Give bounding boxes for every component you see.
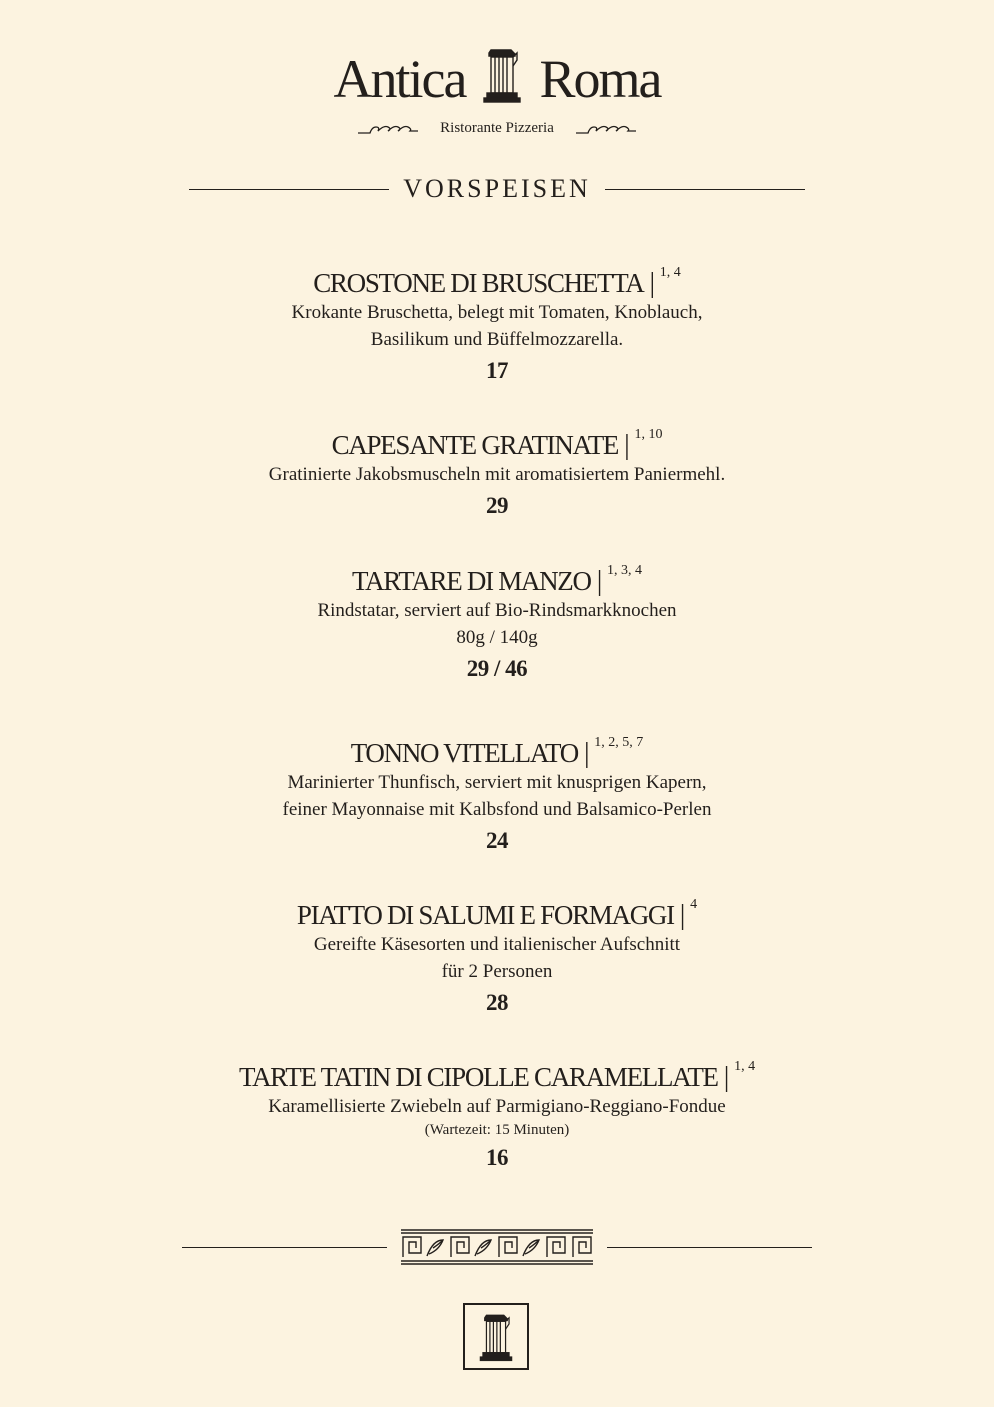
roman-column-icon xyxy=(479,44,525,106)
item-name: TARTE TATIN DI CIPOLLE CARAMELLATE xyxy=(238,1062,718,1092)
brand-header xyxy=(0,44,994,137)
menu-item xyxy=(0,734,994,857)
item-price: 28 xyxy=(486,990,508,1015)
item-price: 17 xyxy=(486,358,508,383)
item-name: CROSTONE DI BRUSCHETTA xyxy=(313,268,644,298)
divider-line xyxy=(189,189,389,190)
menu-item xyxy=(0,426,994,522)
item-price: 29 xyxy=(486,493,508,518)
item-name: TONNO VITELLATO xyxy=(350,738,578,768)
item-description: Gereifte Käsesorten und italienischer Aufschnitt xyxy=(313,934,681,955)
item-serving-note: für 2 Personen xyxy=(441,961,553,982)
greek-key-ornament-icon xyxy=(399,1228,595,1266)
menu-item xyxy=(0,1058,994,1174)
item-description: feiner Mayonnaise mit Kalbsfond und Balsamico-Perlen xyxy=(282,799,712,820)
separator: | xyxy=(723,1062,729,1093)
allergen-codes: 4 xyxy=(690,897,698,912)
wave-ornament-icon xyxy=(358,123,418,135)
wave-ornament-icon xyxy=(576,123,636,135)
brand-name-left: Antica xyxy=(333,49,466,109)
separator: | xyxy=(679,900,685,931)
wait-time-note: (Wartezeit: 15 Minuten) xyxy=(424,1122,570,1138)
menu-item xyxy=(0,264,994,387)
item-name: CAPESANTE GRATINATE xyxy=(331,430,619,460)
brand-logo xyxy=(0,44,994,109)
separator: | xyxy=(649,268,654,299)
item-description: Karamellisierte Zwiebeln auf Parmigiano-Reggiano-Fondue xyxy=(268,1096,726,1117)
item-description: Gratinierte Jakobsmuscheln mit aromatisiertem Paniermehl. xyxy=(268,464,726,485)
item-description: Krokante Bruschetta, belegt mit Tomaten, Knoblauch, xyxy=(291,302,703,323)
item-description: Rindstatar, serviert auf Bio-Rindsmarkknochen xyxy=(317,600,677,621)
separator: | xyxy=(624,430,629,461)
separator: | xyxy=(596,566,602,597)
menu-item xyxy=(0,562,994,685)
brand-name-right: Roma xyxy=(539,49,661,109)
item-name: PIATTO DI SALUMI E FORMAGGI xyxy=(296,900,674,930)
allergen-codes: 1, 4 xyxy=(734,1059,756,1074)
item-price: 16 xyxy=(486,1145,508,1170)
allergen-codes: 1, 4 xyxy=(659,265,681,280)
item-description: Marinierter Thunfisch, serviert mit knusprigen Kapern, xyxy=(287,772,707,793)
separator: | xyxy=(583,738,589,769)
footer-logo xyxy=(463,1303,529,1370)
tagline-row xyxy=(0,120,994,137)
section-title: VORSPEISEN xyxy=(403,174,591,203)
item-price: 24 xyxy=(486,828,508,853)
roman-column-icon xyxy=(476,1310,516,1364)
allergen-codes: 1, 2, 5, 7 xyxy=(594,735,644,750)
section-heading xyxy=(0,174,994,204)
allergen-codes: 1, 10 xyxy=(634,427,663,442)
divider-line xyxy=(182,1247,387,1248)
tagline: Ristorante Pizzeria xyxy=(440,120,554,136)
menu-item xyxy=(0,896,994,1019)
item-portion: 80g / 140g xyxy=(456,627,538,648)
item-name: TARTARE DI MANZO xyxy=(351,566,591,596)
allergen-codes: 1, 3, 4 xyxy=(607,563,643,578)
item-price: 29 / 46 xyxy=(466,656,528,681)
footer-ornament xyxy=(0,1228,994,1266)
divider-line xyxy=(605,189,805,190)
divider-line xyxy=(607,1247,812,1248)
item-description: Basilikum und Büffelmozzarella. xyxy=(370,329,624,350)
